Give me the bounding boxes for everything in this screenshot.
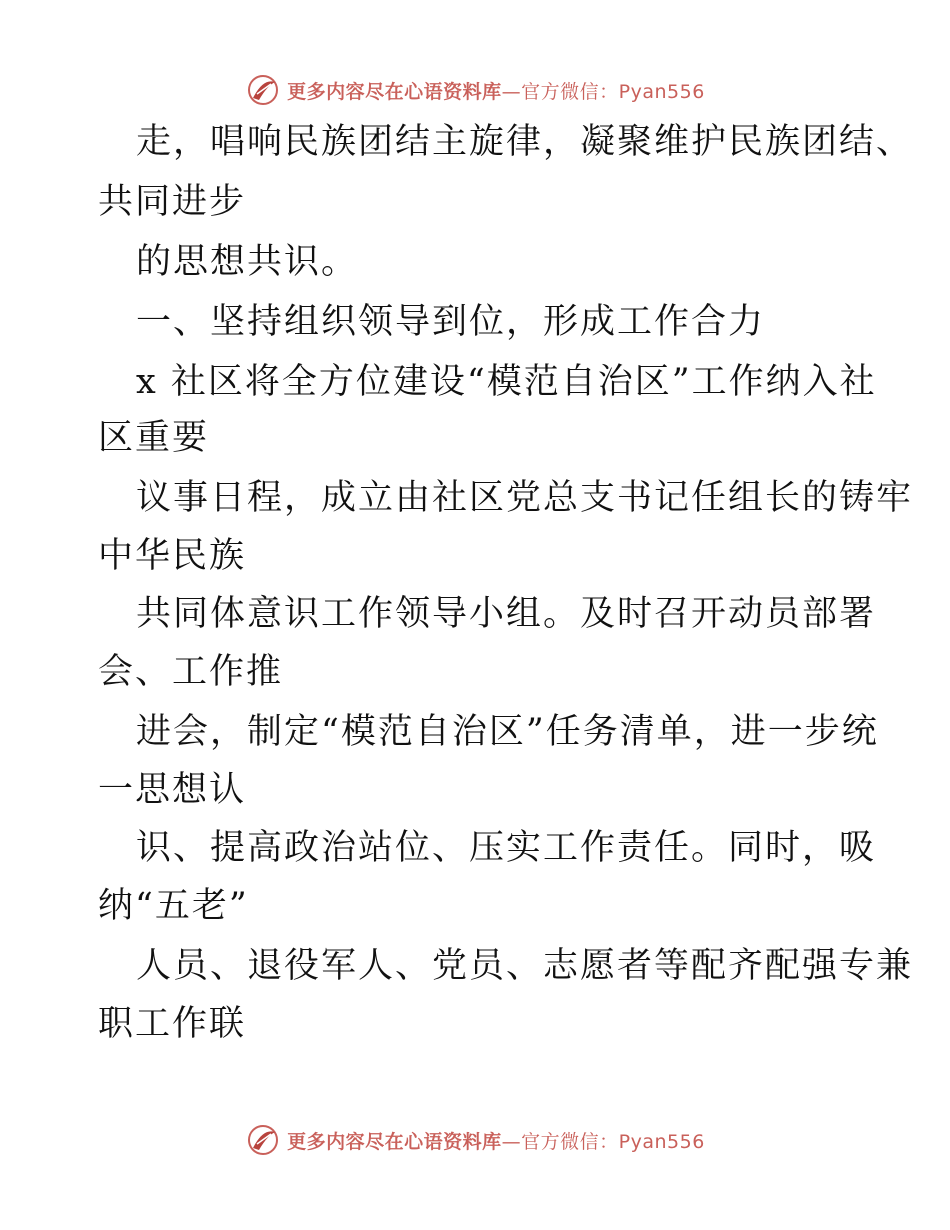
text-line: 区重要 bbox=[98, 418, 210, 458]
text-line: 职工作联 bbox=[98, 1004, 247, 1044]
pen-logo-icon bbox=[245, 1122, 281, 1158]
pen-logo-icon bbox=[245, 72, 281, 108]
banner-text: 更多内容尽在心语资料库—官方微信：Pyan556 bbox=[287, 1130, 705, 1153]
text-line: 的思想共识。 bbox=[136, 242, 359, 282]
text-line: 议事日程，成立由社区党总支书记任组长的铸牢 bbox=[136, 478, 914, 518]
text-line: 人员、退役军人、党员、志愿者等配齐配强专兼 bbox=[136, 946, 914, 986]
text-line: 中华民族 bbox=[98, 536, 247, 576]
banner-text: 更多内容尽在心语资料库—官方微信：Pyan556 bbox=[287, 80, 705, 103]
footer-watermark bbox=[0, 1120, 950, 1160]
header-watermark bbox=[0, 70, 950, 110]
text-line: 会、工作推 bbox=[98, 652, 284, 692]
text-line: 识、提高政治站位、压实工作责任。同时，吸 bbox=[136, 828, 877, 868]
section-heading: 一、坚持组织领导到位，形成工作合力 bbox=[136, 302, 766, 342]
text-line: x 社区将全方位建设“模范自治区”工作纳入社 bbox=[136, 362, 877, 402]
text-line: 一思想认 bbox=[98, 770, 247, 810]
text-line: 共同进步 bbox=[98, 182, 247, 222]
text-line: 共同体意识工作领导小组。及时召开动员部署 bbox=[136, 594, 877, 634]
text-line: 纳“五老” bbox=[98, 886, 249, 926]
text-line: 走，唱响民族团结主旋律，凝聚维护民族团结、 bbox=[136, 122, 914, 162]
text-line: 进会，制定“模范自治区”任务清单，进一步统 bbox=[136, 712, 879, 752]
